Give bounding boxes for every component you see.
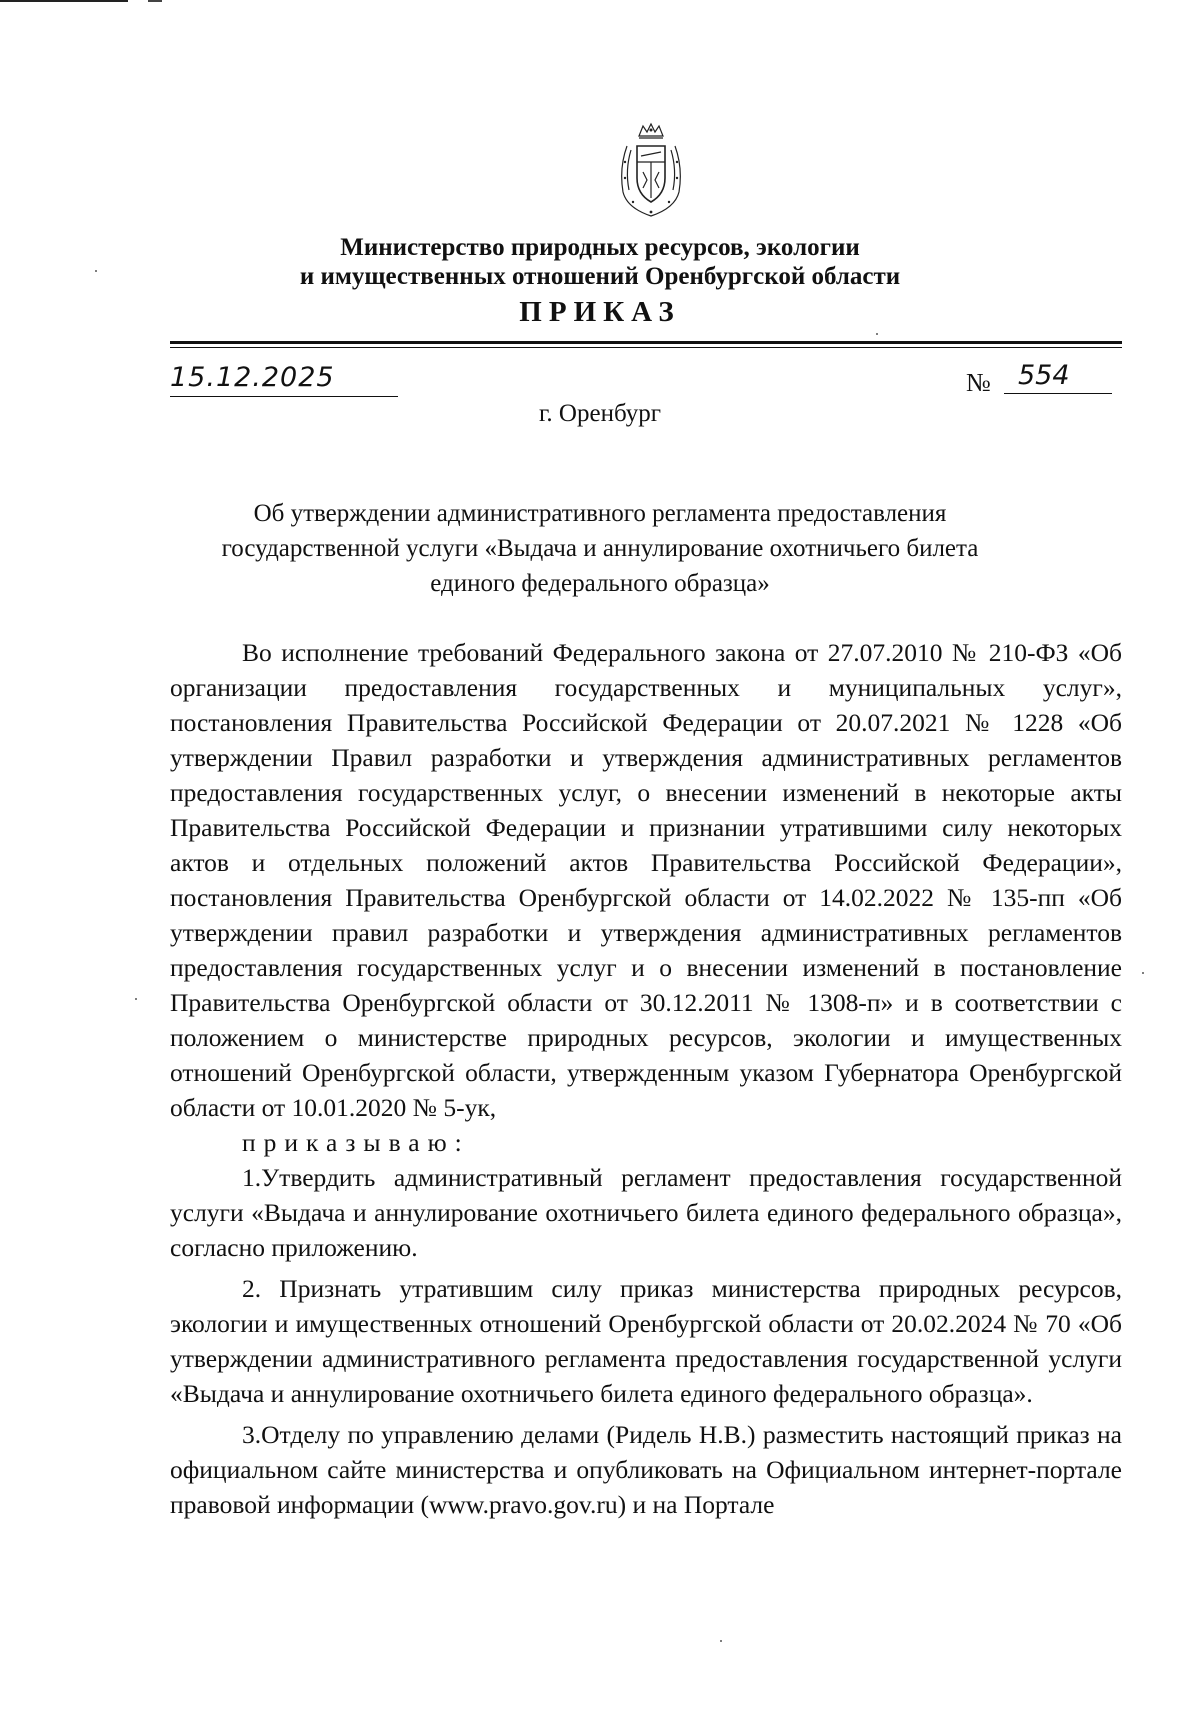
scan-speck xyxy=(1142,972,1144,974)
order-subject xyxy=(0,496,1200,601)
document-type-title: ПРИКАЗ xyxy=(519,296,681,328)
header-divider-thick xyxy=(170,341,1122,344)
order-date: 15.12.2025 xyxy=(170,360,398,397)
subject-line2: государственной услуги «Выдача и аннулирование охотничьего билета xyxy=(221,535,979,562)
header-divider-thin xyxy=(170,347,1122,348)
order-number: 554 xyxy=(1004,358,1112,394)
subject-line1: Об утверждении административного регламента предоставления xyxy=(253,500,947,527)
ministry-name-line2: и имущественных отношений Оренбургской области xyxy=(299,263,901,290)
city-name: г. Оренбург xyxy=(539,400,661,427)
scan-speck xyxy=(876,333,878,335)
ministry-name xyxy=(0,233,1200,291)
order-item-3: 3.Отделу по управлению делами (Ридель Н.В.) разместить настоящий приказ на официальном сайте министерства и опубликовать на Официальном интернет-портале правовой информации (www.pravo.gov.ru) и на Портале xyxy=(170,1420,1122,1519)
ministry-name-line1: Министерство природных ресурсов, экологии xyxy=(340,234,860,261)
order-item-1: 1.Утвердить административный регламент предоставления государственной услуги «Выдача и аннулирование охотничьего билета единого федерального образца», согласно приложению. xyxy=(170,1163,1122,1262)
order-item-2: 2. Признать утратившим силу приказ министерства природных ресурсов, экологии и имущественных отношений Оренбургской области от 20.02.2024 № 70 «Об утверждении административного регламента предоставления государственной услуги «Выдача и аннулирование охотничьего билета единого федерального образца». xyxy=(170,1274,1122,1408)
scan-edge-line xyxy=(0,0,128,2)
order-body xyxy=(170,635,1122,1522)
coat-of-arms-icon xyxy=(613,122,689,220)
subject-line3: единого федерального образца» xyxy=(430,570,770,597)
order-word: приказываю: xyxy=(242,1128,470,1157)
scan-edge-mark xyxy=(148,0,162,2)
scan-speck xyxy=(720,1640,722,1642)
scan-speck xyxy=(95,270,97,272)
order-number-label: № xyxy=(966,368,991,397)
scan-speck xyxy=(135,998,137,1000)
preamble-paragraph: Во исполнение требований Федерального закона от 27.07.2010 № 210-ФЗ «Об организации предоставления государственных и муниципальных услуг», постановления Правительства Российской Федерации от 20.07.2021 № 1228 «Об утверждении Правил разработки и утверждения административных регламентов предоставления государственных услуг, о внесении изменений в некоторые акты Правительства Российской Федерации и признании утратившими силу некоторых актов и отдельных положений актов Правительства Российской Федерации», постановления Правительства Оренбургской области от 14.02.2022 № 135-пп «Об утверждении правил разработки и утверждения административных регламентов предоставления государственных услуг и о внесении изменений в постановление Правительства Оренбургской области от 30.12.2011 № 1308-п» и в соответствии с положением о министерстве природных ресурсов, экологии и имущественных отношений Оренбургской области, утвержденным указом Губернатора Оренбургской области от 10.01.2020 № 5-ук, xyxy=(170,638,1122,1122)
